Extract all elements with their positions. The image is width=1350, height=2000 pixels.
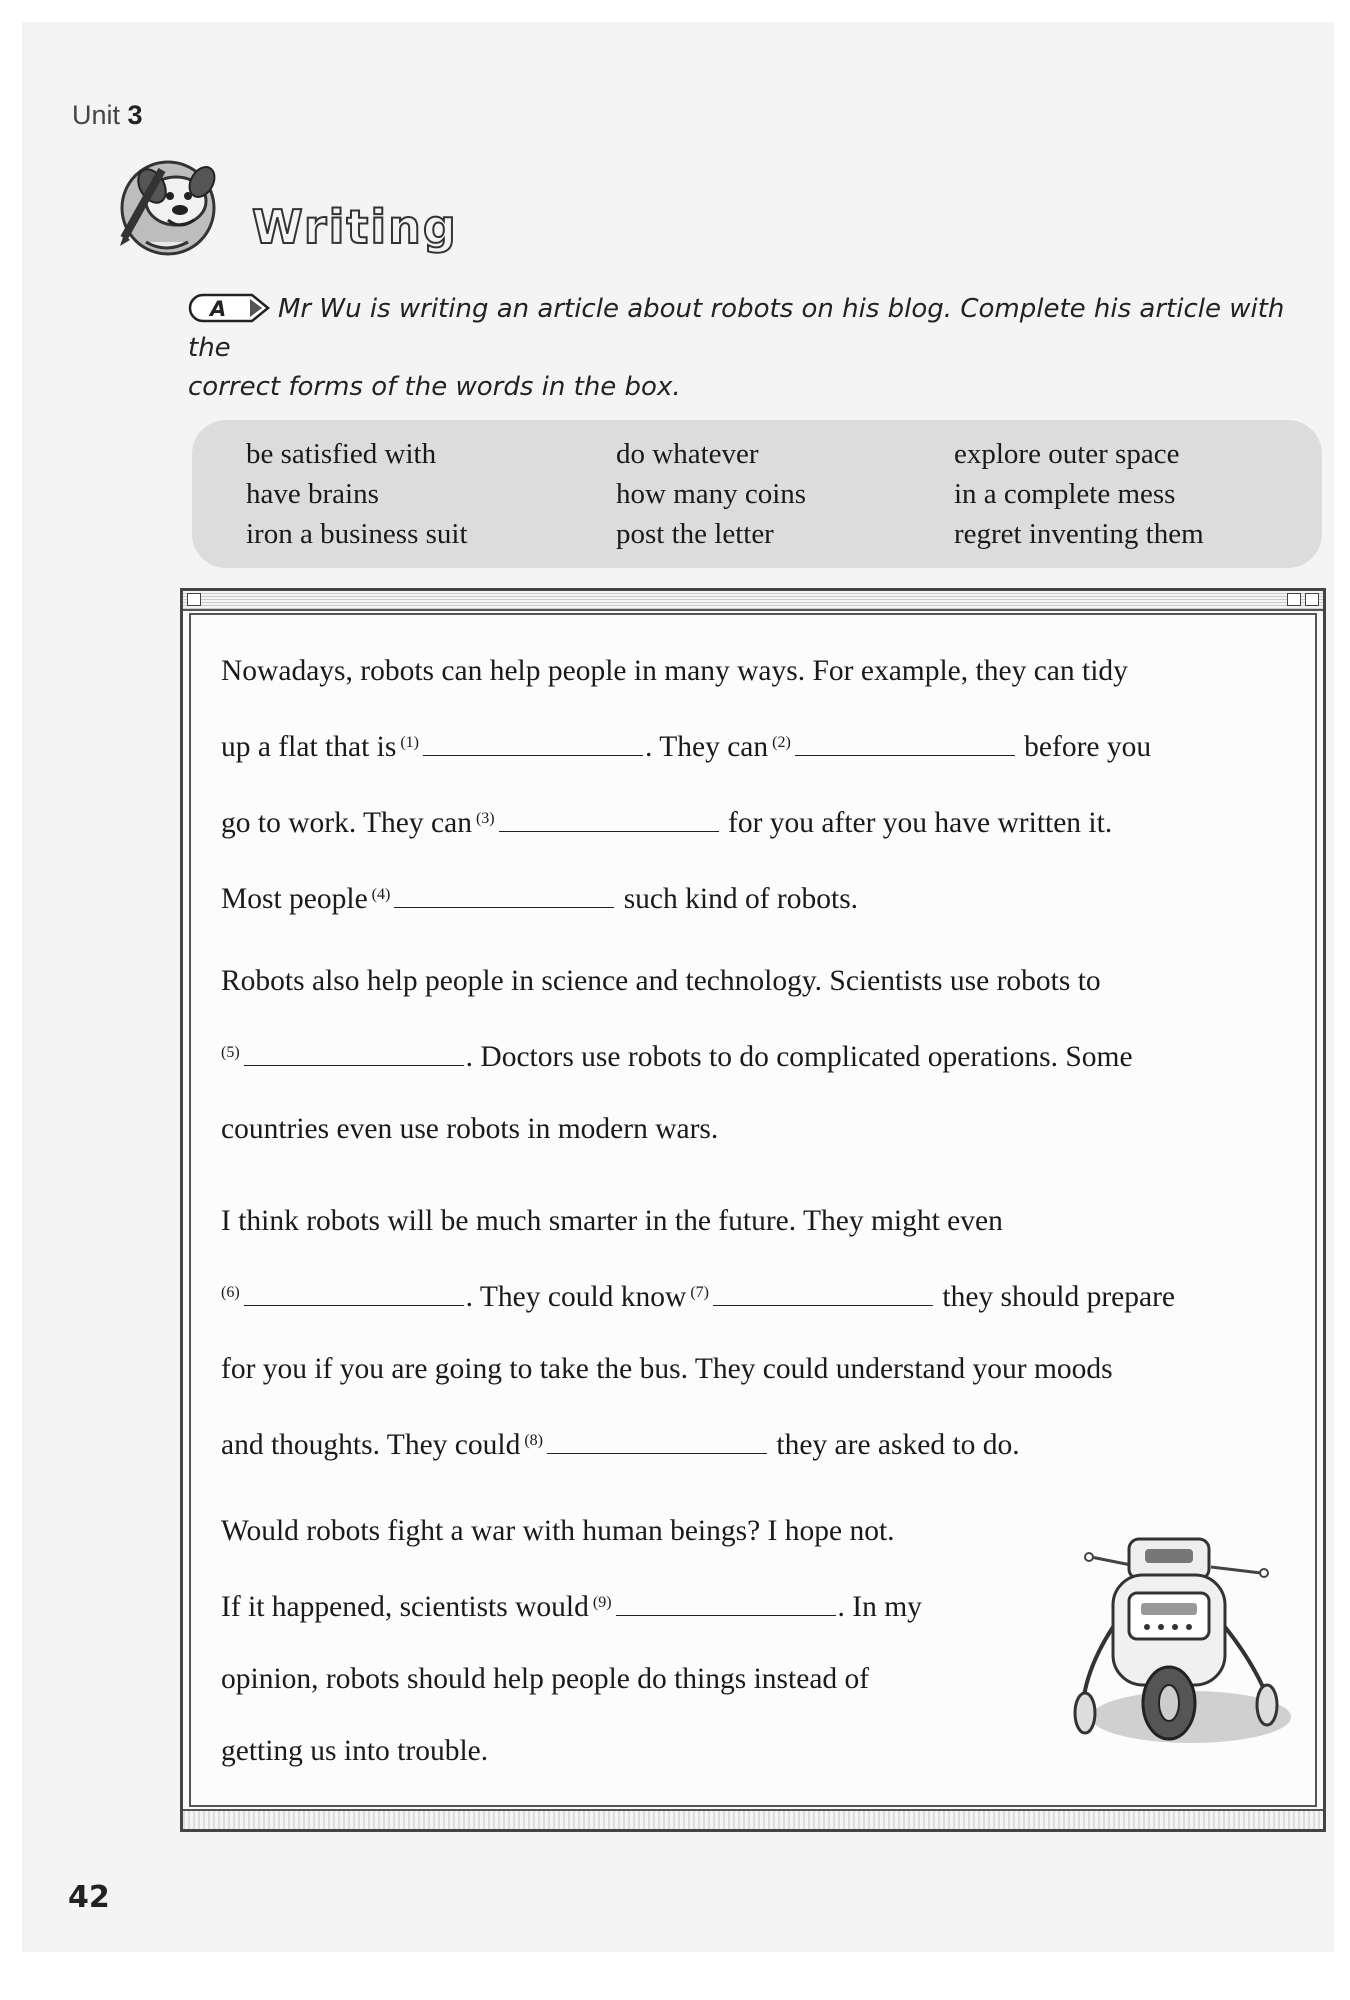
word-item: post the letter bbox=[616, 518, 774, 550]
blank-number: (1) bbox=[400, 734, 419, 751]
answer-blank-1 bbox=[423, 733, 643, 756]
workbook-page bbox=[22, 22, 1334, 1952]
robot-illustration-icon bbox=[1061, 1527, 1301, 1757]
word-item: iron a business suit bbox=[246, 518, 468, 550]
writing-dog-icon bbox=[106, 146, 246, 258]
blog-window bbox=[180, 588, 1326, 1832]
article-paragraph-4: Would robots fight a war with human beings? I hope not. If it happened, scientists would $^{(9)}$ . In my opinion, robots should help people do things instead of getting us into trouble. bbox=[221, 1515, 922, 1767]
blank-number: (6) bbox=[221, 1284, 240, 1301]
answer-blank-4 bbox=[394, 885, 614, 908]
window-statusbar bbox=[183, 1809, 1323, 1829]
word-column-2 bbox=[616, 434, 806, 554]
blank-number: (2) bbox=[772, 734, 791, 751]
article-paragraph-3: I think robots will be much smarter in the future. They might even $^{(6)}$ . They could know $^{(7)}$ they should prepare for you if you are going to take the bus. They could understand your moods and thoughts. They could $^{(8)}$ they are asked to do. bbox=[221, 1205, 1176, 1461]
unit-number: 3 bbox=[127, 100, 143, 130]
page-number: 42 bbox=[68, 1880, 110, 1915]
answer-blank-8 bbox=[547, 1431, 767, 1454]
blank-number: (3) bbox=[475, 810, 495, 827]
word-item: regret inventing them bbox=[954, 518, 1204, 550]
word-item: have brains bbox=[246, 478, 379, 510]
blank-number: (8) bbox=[524, 1432, 543, 1449]
answer-blank-7 bbox=[713, 1283, 933, 1306]
window-zoom-icon bbox=[1287, 593, 1301, 606]
word-item: do whatever bbox=[616, 438, 759, 470]
window-collapse-icon bbox=[1305, 593, 1319, 606]
svg-text:A: A bbox=[210, 296, 227, 321]
blank-number: (4) bbox=[371, 886, 391, 903]
word-item: explore outer space bbox=[954, 438, 1180, 470]
exercise-instruction: A Mr Wu is writing an article about robots on his blog. Complete his article with the correct forms of the words in the box. bbox=[188, 294, 1285, 402]
word-column-3 bbox=[954, 434, 1204, 554]
word-item: be satisfied with bbox=[246, 438, 437, 470]
blog-content bbox=[189, 613, 1317, 1807]
blank-number: (9) bbox=[592, 1594, 612, 1611]
article-paragraph-2: Robots also help people in science and technology. Scientists use robots to $^{(5)}$ . Doctors use robots to do complicated operations. Some countries even use robots in modern wars. bbox=[221, 965, 1133, 1145]
answer-blank-9 bbox=[616, 1593, 836, 1616]
exercise-a-badge bbox=[188, 293, 272, 323]
word-item: how many coins bbox=[616, 478, 807, 510]
answer-blank-6 bbox=[244, 1283, 464, 1306]
blank-number: (7) bbox=[690, 1284, 709, 1301]
answer-blank-3 bbox=[499, 809, 719, 832]
unit-label: Unit 3 bbox=[72, 100, 143, 130]
window-close-icon bbox=[187, 593, 201, 606]
word-item: in a complete mess bbox=[954, 478, 1176, 510]
article-paragraph-1: Nowadays, robots can help people in many ways. For example, they can tidy up a flat that is $^{(1)}$ . They can $^{(2)}$ before you go to work. They can $^{(3)}$ for you after you have written it. Most people $^{(4)}$ such kind of robots. bbox=[221, 655, 1152, 915]
blank-number: (5) bbox=[221, 1044, 240, 1061]
answer-blank-5 bbox=[244, 1043, 464, 1066]
word-column-1 bbox=[246, 434, 468, 554]
word-box bbox=[192, 420, 1322, 568]
section-title: Writing bbox=[252, 200, 458, 254]
answer-blank-2 bbox=[795, 733, 1015, 756]
window-titlebar bbox=[183, 591, 1323, 611]
